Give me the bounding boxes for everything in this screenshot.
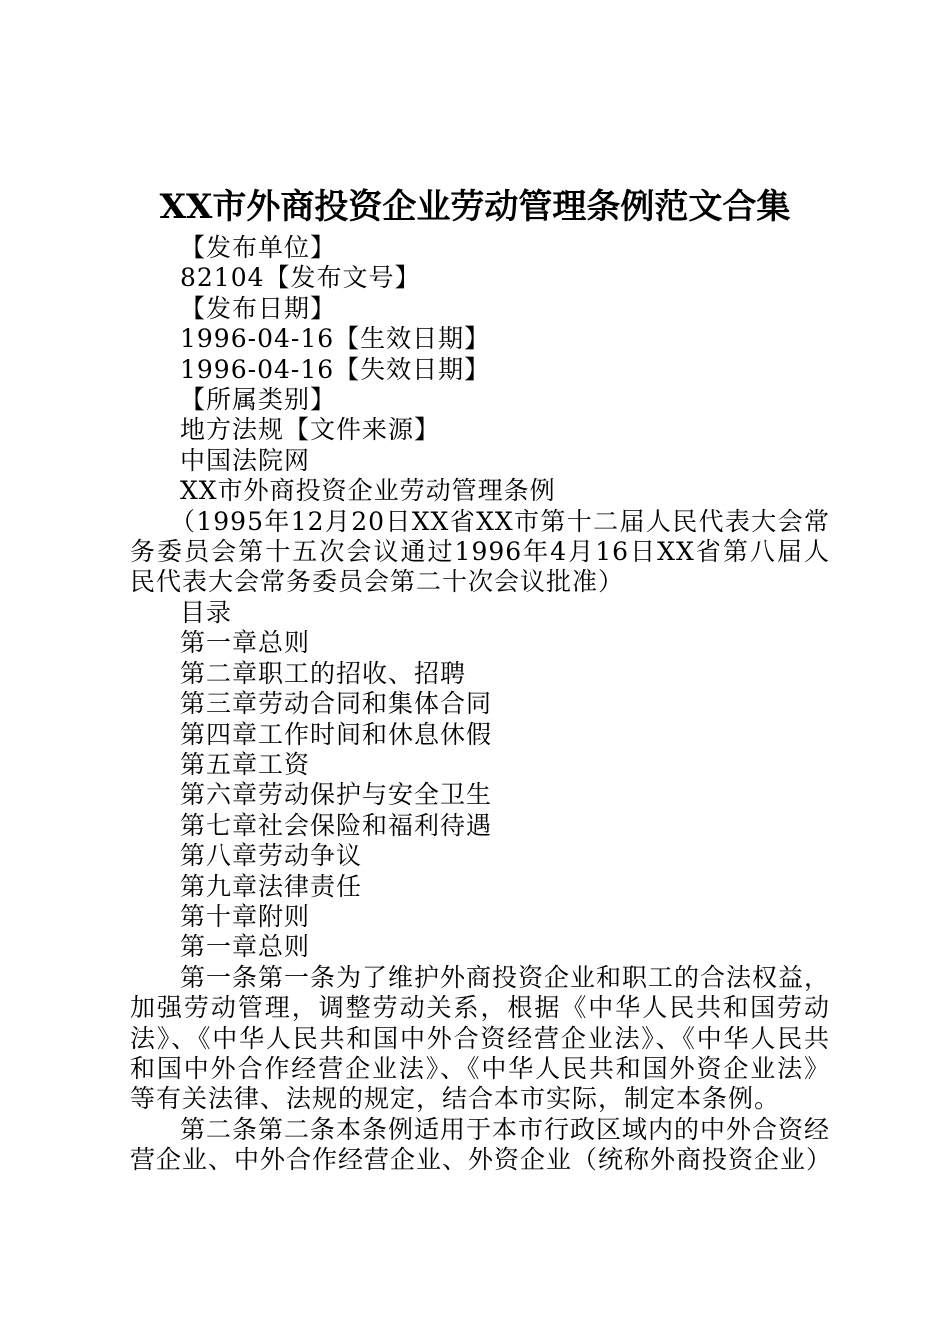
toc-item: 第十章附则 [180,901,311,931]
document-body [130,233,833,1176]
toc-item: 第五章工资 [180,749,311,779]
toc-item: 第二章职工的招收、招聘 [180,658,467,688]
toc-item: 第九章法律责任 [180,871,363,901]
toc-item: 第一章总则 [180,628,311,658]
meta-expiry-date: 1996-04-16【失效日期】 [180,354,491,384]
meta-source: 中国法院网 [180,445,311,475]
meta-category: 【所属类别】 [180,385,337,415]
article-1: 第一条第一条为了维护外商投资企业和职工的合法权益，加强劳动管理，调整劳动关系，根据《中华人民共和国劳动法》、《中华人民共和国中外合资经营企业法》、《中华人民共和国中外合作经营企业法》、《中华人民共和国外资企业法》等有关法律、法规的规定，结合本市实际，制定本条例。 [130,962,831,1114]
approval-note: （1995年12月20日XX省XX市第十二届人民代表大会常务委员会第十五次会议通过1996年4月16日XX省第八届人民代表大会常务委员会第二十次会议批准） [130,506,830,597]
toc-item: 第六章劳动保护与安全卫生 [180,780,493,810]
meta-effective-date: 1996-04-16【生效日期】 [180,324,491,354]
toc-item: 第四章工作时间和休息休假 [180,719,493,749]
toc-item: 第八章劳动争议 [180,841,363,871]
meta-publish-date: 【发布日期】 [180,293,337,323]
document-title: XX市外商投资企业劳动管理条例范文合集 [159,187,791,227]
regulation-name: XX市外商投资企业劳动管理条例 [180,476,556,506]
toc-item: 第七章社会保险和福利待遇 [180,810,493,840]
toc-heading: 目录 [180,597,233,627]
meta-doc-number: 82104【发布文号】 [180,263,421,293]
meta-publisher: 【发布单位】 [180,233,337,262]
article-2: 第二条第二条本条例适用于本市行政区域内的中外合资经营企业、中外合作经营企业、外资企业（统称外商投资企业） [130,1114,833,1175]
chapter-heading: 第一章总则 [180,932,311,962]
toc-item: 第三章劳动合同和集体合同 [180,689,493,719]
meta-source-label: 地方法规【文件来源】 [180,415,441,445]
